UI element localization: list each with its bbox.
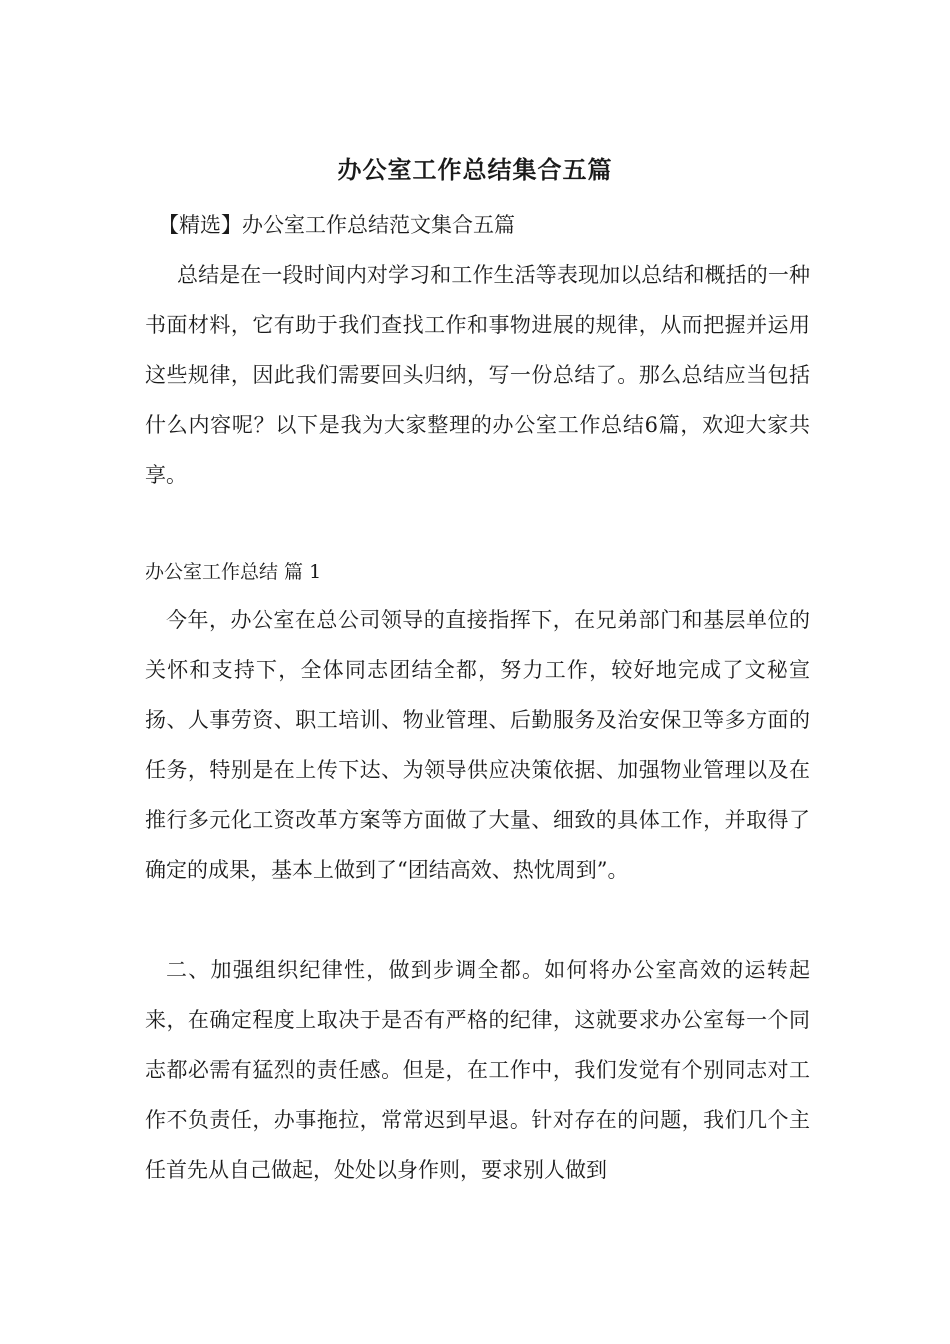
section-heading: 办公室工作总结 篇 1 <box>145 561 322 583</box>
document-title: 办公室工作总结集合五篇 <box>337 155 613 184</box>
body-paragraph-1: 今年，办公室在总公司领导的直接指挥下，在兄弟部门和基层单位的关怀和支持下，全体同志团结全都，努力工作，较好地完成了文秘宣扬、人事劳资、职工培训、物业管理、后勤服务及治安保卫等多方面的任务，特别是在上传下达、为领导供应决策依据、加强物业管理以及在推行多元化工资改革方案等方面做了大量、细致的具体工作，并取得了确定的成果，基本上做到了“团结高效、热忱周到”。 <box>145 608 810 882</box>
body-paragraph-2: 二、加强组织纪律性，做到步调全都。如何将办公室高效的运转起来，在确定程度上取决于是否有严格的纪律，这就要求办公室每一个同志都必需有猛烈的责任感。但是，在工作中，我们发觉有个别同志对工作不负责任，办事拖拉，常常迟到早退。针对存在的问题，我们几个主任首先从自己做起，处处以身作则，要求别人做到 <box>145 958 810 1182</box>
document-subtitle: 【精选】办公室工作总结范文集合五篇 <box>158 213 515 237</box>
intro-paragraph: 总结是在一段时间内对学习和工作生活等表现加以总结和概括的一种书面材料，它有助于我们查找工作和事物进展的规律，从而把握并运用这些规律，因此我们需要回头归纳，写一份总结了。那么总结应当包括什么内容呢？以下是我为大家整理的办公室工作总结6篇，欢迎大家共享。 <box>145 263 810 487</box>
